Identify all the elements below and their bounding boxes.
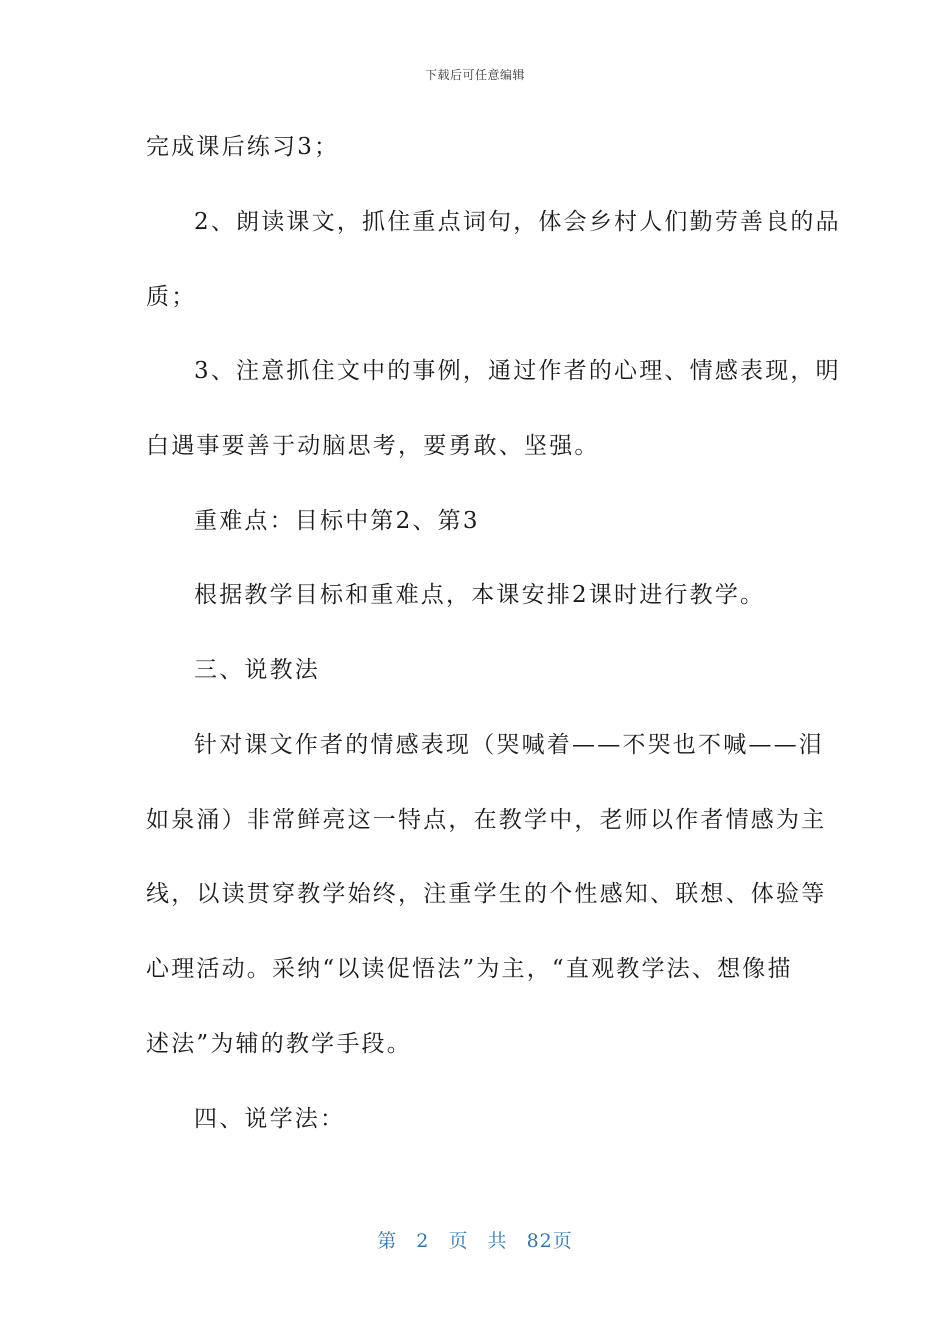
footer-mid1: 页 — [448, 1230, 469, 1252]
body-line: 述法”为辅的教学手段。 — [146, 1031, 412, 1057]
footer-mid2: 共 — [487, 1230, 508, 1252]
body-line: 2、朗读课文，抓住重点词句，体会乡村人们勤劳善良的品 — [194, 209, 841, 235]
footer-total: 82页 — [526, 1230, 573, 1252]
section-heading: 三、说教法 — [194, 657, 320, 683]
body-line: 如泉涌）非常鲜亮这一特点，在教学中，老师以作者情感为主 — [146, 807, 827, 833]
body-line: 线，以读贯穿教学始终，注重学生的个性感知、联想、体验等 — [146, 881, 827, 907]
body-line: 针对课文作者的情感表现（哭喊着——不哭也不喊——泪 — [194, 732, 824, 758]
body-line: 白遇事要善于动脑思考，要勇敢、坚强。 — [146, 433, 600, 459]
body-line: 质； — [146, 284, 197, 310]
footer-prefix: 第 — [377, 1230, 398, 1252]
body-line: 根据教学目标和重难点，本课安排2课时进行教学。 — [194, 582, 766, 608]
body-line: 完成课后练习3； — [146, 134, 340, 160]
section-heading: 四、说学法： — [194, 1106, 346, 1132]
body-line: 3、注意抓住文中的事例，通过作者的心理、情感表现，明 — [194, 358, 841, 384]
page-footer — [0, 1226, 950, 1253]
footer-page-number: 2 — [416, 1230, 430, 1252]
body-line: 心理活动。采纳“以读促悟法”为主，“直观教学法、想像描 — [146, 956, 793, 982]
body-line: 重难点：目标中第2、第3 — [194, 508, 480, 534]
page-header: 下载后可任意编辑 — [424, 68, 525, 82]
